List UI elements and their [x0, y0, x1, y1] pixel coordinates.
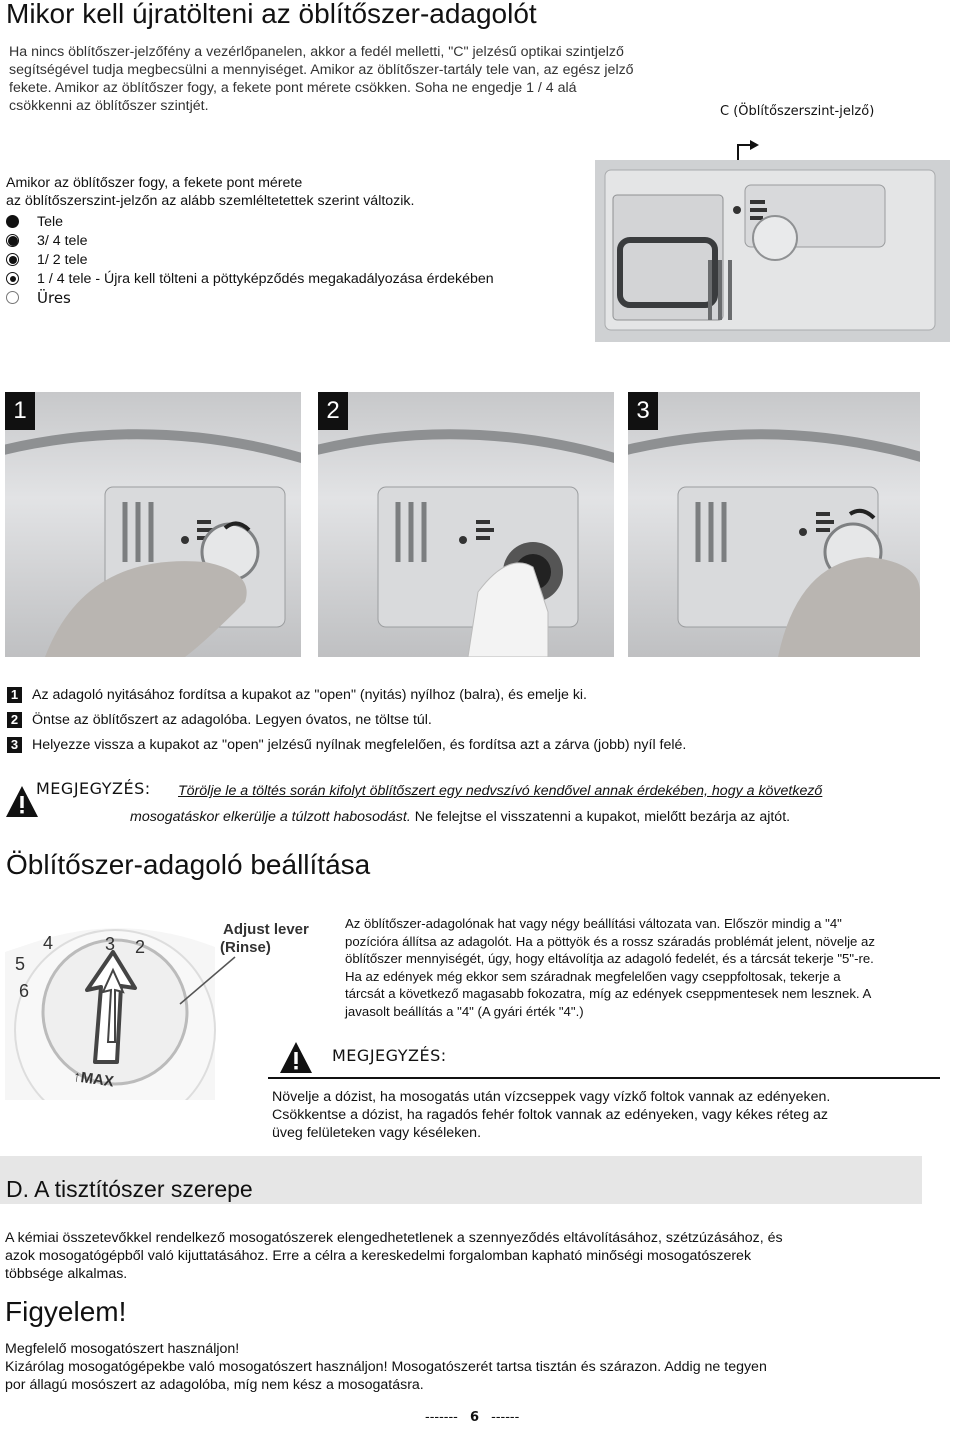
- dial-number: 6: [19, 981, 30, 1001]
- dispenser-photo: [595, 160, 950, 342]
- warning-paragraph: [5, 1340, 767, 1394]
- footer-dashes: -------: [425, 1410, 458, 1425]
- dispenser-illustration: [595, 160, 950, 342]
- note-rest: Ne felejtse el visszatenni a kupakot, mielőtt bezárja az ajtót.: [410, 809, 791, 825]
- level-intro: [6, 174, 414, 210]
- step-text: Az adagoló nyitásához fordítsa a kupakot az "open" (nyitás) nyílhoz (balra), és emelje ki.: [32, 686, 588, 703]
- level-item: [6, 231, 494, 250]
- level-dot-icon: [6, 234, 19, 247]
- step-photo-1: [5, 392, 301, 657]
- step-photo-2-illustration: [318, 392, 614, 657]
- step-badge: 1: [5, 392, 35, 430]
- dial-number: 2: [135, 937, 146, 957]
- step-badge: 3: [628, 392, 658, 430]
- step-text: Helyezze vissza a kupakot az "open" jelzésű nyílnak megfelelően, és fordítsa azt a zárva (jobb) nyíl felé.: [32, 736, 687, 753]
- warning-icon: [4, 784, 40, 820]
- level-dot-icon: [6, 253, 19, 266]
- adjust-line: javasolt beállítás a "4" (A gyári érték "4".): [345, 1003, 584, 1019]
- level-list: [6, 212, 494, 307]
- dial-svg: [5, 912, 323, 1100]
- intro-line: fekete. Amikor az öblítőszer fogy, a fekete pont mérete csökken. Soha ne engedje 1 / 4 alá: [9, 80, 577, 96]
- adjust-line: tárcsát a következő magasabb fokozatra, míg az edények cseppmentesek nem lesznek. A: [345, 986, 872, 1001]
- adjust-line: öblítőszer mennyiségét, úgy, hogy eltávolítja az adagoló fedelét, és a tárcsát tekerje "5"-re.: [345, 951, 874, 966]
- note-line: Törölje le a töltés során kifolyt öblítőszert egy nedvszívó kendővel annak érdekében, hogy a következő: [178, 783, 823, 799]
- step-text: Öntse az öblítőszert az adagolóba. Legyen óvatos, ne töltse túl.: [32, 711, 432, 728]
- detergent-paragraph: [5, 1229, 783, 1283]
- step-item: [7, 732, 686, 757]
- note-line: Csökkentse a dózist, ha ragadós fehér foltok vannak az edényeken, vagy kékes réteg az: [272, 1107, 829, 1123]
- warning-line: Megfelelő mosogatószert használjon!: [5, 1341, 240, 1357]
- dial-number: 3: [105, 934, 116, 954]
- warning-line: Kizárólag mosogatógépekbe való mosogatószert használjon! Mosogatószerét tartsa tisztán és szárazon. Addig ne tegyen: [5, 1359, 767, 1375]
- level-label: 3/ 4 tele: [37, 232, 88, 249]
- step-photo-3-illustration: [628, 392, 920, 657]
- steps-list: [7, 682, 686, 757]
- intro-line: csökkenni az öblítőszer szintjét.: [9, 98, 209, 114]
- step-item: [7, 707, 686, 732]
- warning-icon: [278, 1040, 314, 1076]
- step-badge: 2: [318, 392, 348, 430]
- note-italic: mosogatáskor elkerülje a túlzott habosodást.: [130, 809, 411, 825]
- indicator-caption: C (Öblítőszerszint-jelző): [720, 104, 875, 119]
- adjust-line: pozícióra állítsa az adagolót. Ha a pöttyök és a rossz száradás problémát jelent, növelje az: [345, 933, 875, 949]
- level-item: [6, 269, 494, 288]
- note-line: Növelje a dózist, ha mosogatás után vízcseppek vagy vízkő foltok vannak az edényeken.: [272, 1089, 831, 1105]
- step-photo-3: [628, 392, 920, 657]
- level-item: [6, 288, 494, 307]
- level-dot-icon: [6, 272, 19, 285]
- note-line: üveg felületeken vagy késéleken.: [272, 1125, 482, 1141]
- level-label: 1 / 4 tele - Újra kell tölteni a pöttyképződés megakadályozása érdekében: [37, 270, 494, 287]
- page-footer: [425, 1410, 519, 1425]
- note-divider: [268, 1077, 940, 1079]
- page-number: 6: [469, 1410, 480, 1425]
- section-title: Öblítőszer-adagoló beállítása: [6, 849, 371, 880]
- dial-illustration: [5, 912, 323, 1100]
- section-title: Figyelem!: [5, 1296, 127, 1327]
- dial-number: 5: [15, 954, 26, 974]
- note-title: MEGJEGYZÉS:: [332, 1046, 447, 1065]
- note-body: [272, 1088, 830, 1142]
- level-label: 1/ 2 tele: [37, 251, 88, 268]
- intro-paragraph: [9, 43, 809, 115]
- level-item: [6, 250, 494, 269]
- level-label: Üres: [37, 288, 71, 307]
- adjust-line: Ha az edények még ekkor sem száradnak megfelelően vagy cseppfoltosak, tekerje a: [345, 968, 841, 984]
- adjust-line: Az öblítőszer-adagolónak hat vagy négy beállítási változata van. Először mindig a "4": [345, 916, 842, 931]
- level-item: [6, 212, 494, 231]
- step-number: 2: [7, 712, 22, 728]
- level-intro-line: az öblítőszerszint-jelzőn az alább szemléltetettek szerint változik.: [6, 193, 415, 209]
- warning-line: por állagú mosószert az adagolóba, míg nem kész a mosogatásra.: [5, 1377, 424, 1393]
- level-dot-icon: [6, 215, 19, 228]
- dial-label: Adjust lever: [223, 921, 309, 938]
- footer-dashes: ------: [491, 1410, 520, 1425]
- step-item: [7, 682, 686, 707]
- detergent-line: A kémiai összetevőkkel rendelkező mosogatószerek elengedhetetlenek a szennyeződés eltávolításához, szétzúzásához, és: [5, 1230, 783, 1246]
- intro-line: segítségével tudja megbecsülni a mennyiséget. Amikor az öblítőszer-tartály tele van, az egész jelző: [9, 62, 634, 78]
- page-title: Mikor kell újratölteni az öblítőszer-adagolót: [6, 0, 537, 29]
- note-line-2: [130, 808, 790, 826]
- step-photo-2: [318, 392, 614, 657]
- dial-max-label: ↑MAX: [72, 1068, 115, 1091]
- step-number: 3: [7, 737, 22, 753]
- intro-line: Ha nincs öblítőszer-jelzőfény a vezérlőpanelen, akkor a fedél melletti, "C" jelzésű optikai szintjelző: [9, 44, 624, 60]
- section-title: D. A tisztítószer szerepe: [6, 1176, 253, 1202]
- step-photo-1-illustration: [5, 392, 301, 657]
- level-label: Tele: [37, 213, 64, 230]
- dial-number: 4: [43, 933, 54, 953]
- level-intro-line: Amikor az öblítőszer fogy, a fekete pont mérete: [6, 175, 303, 191]
- step-number: 1: [7, 687, 22, 703]
- note-title: MEGJEGYZÉS:: [36, 779, 151, 798]
- level-dot-icon: [6, 291, 19, 304]
- detergent-line: többsége alkalmas.: [5, 1266, 128, 1282]
- adjust-paragraph: [345, 915, 960, 1020]
- detergent-line: azok mosogatógépből való kijuttatásához. Erre a célra a kereskedelmi forgalomban kapható minőségi mosogatószerek: [5, 1248, 752, 1264]
- dial-label: (Rinse): [220, 939, 271, 956]
